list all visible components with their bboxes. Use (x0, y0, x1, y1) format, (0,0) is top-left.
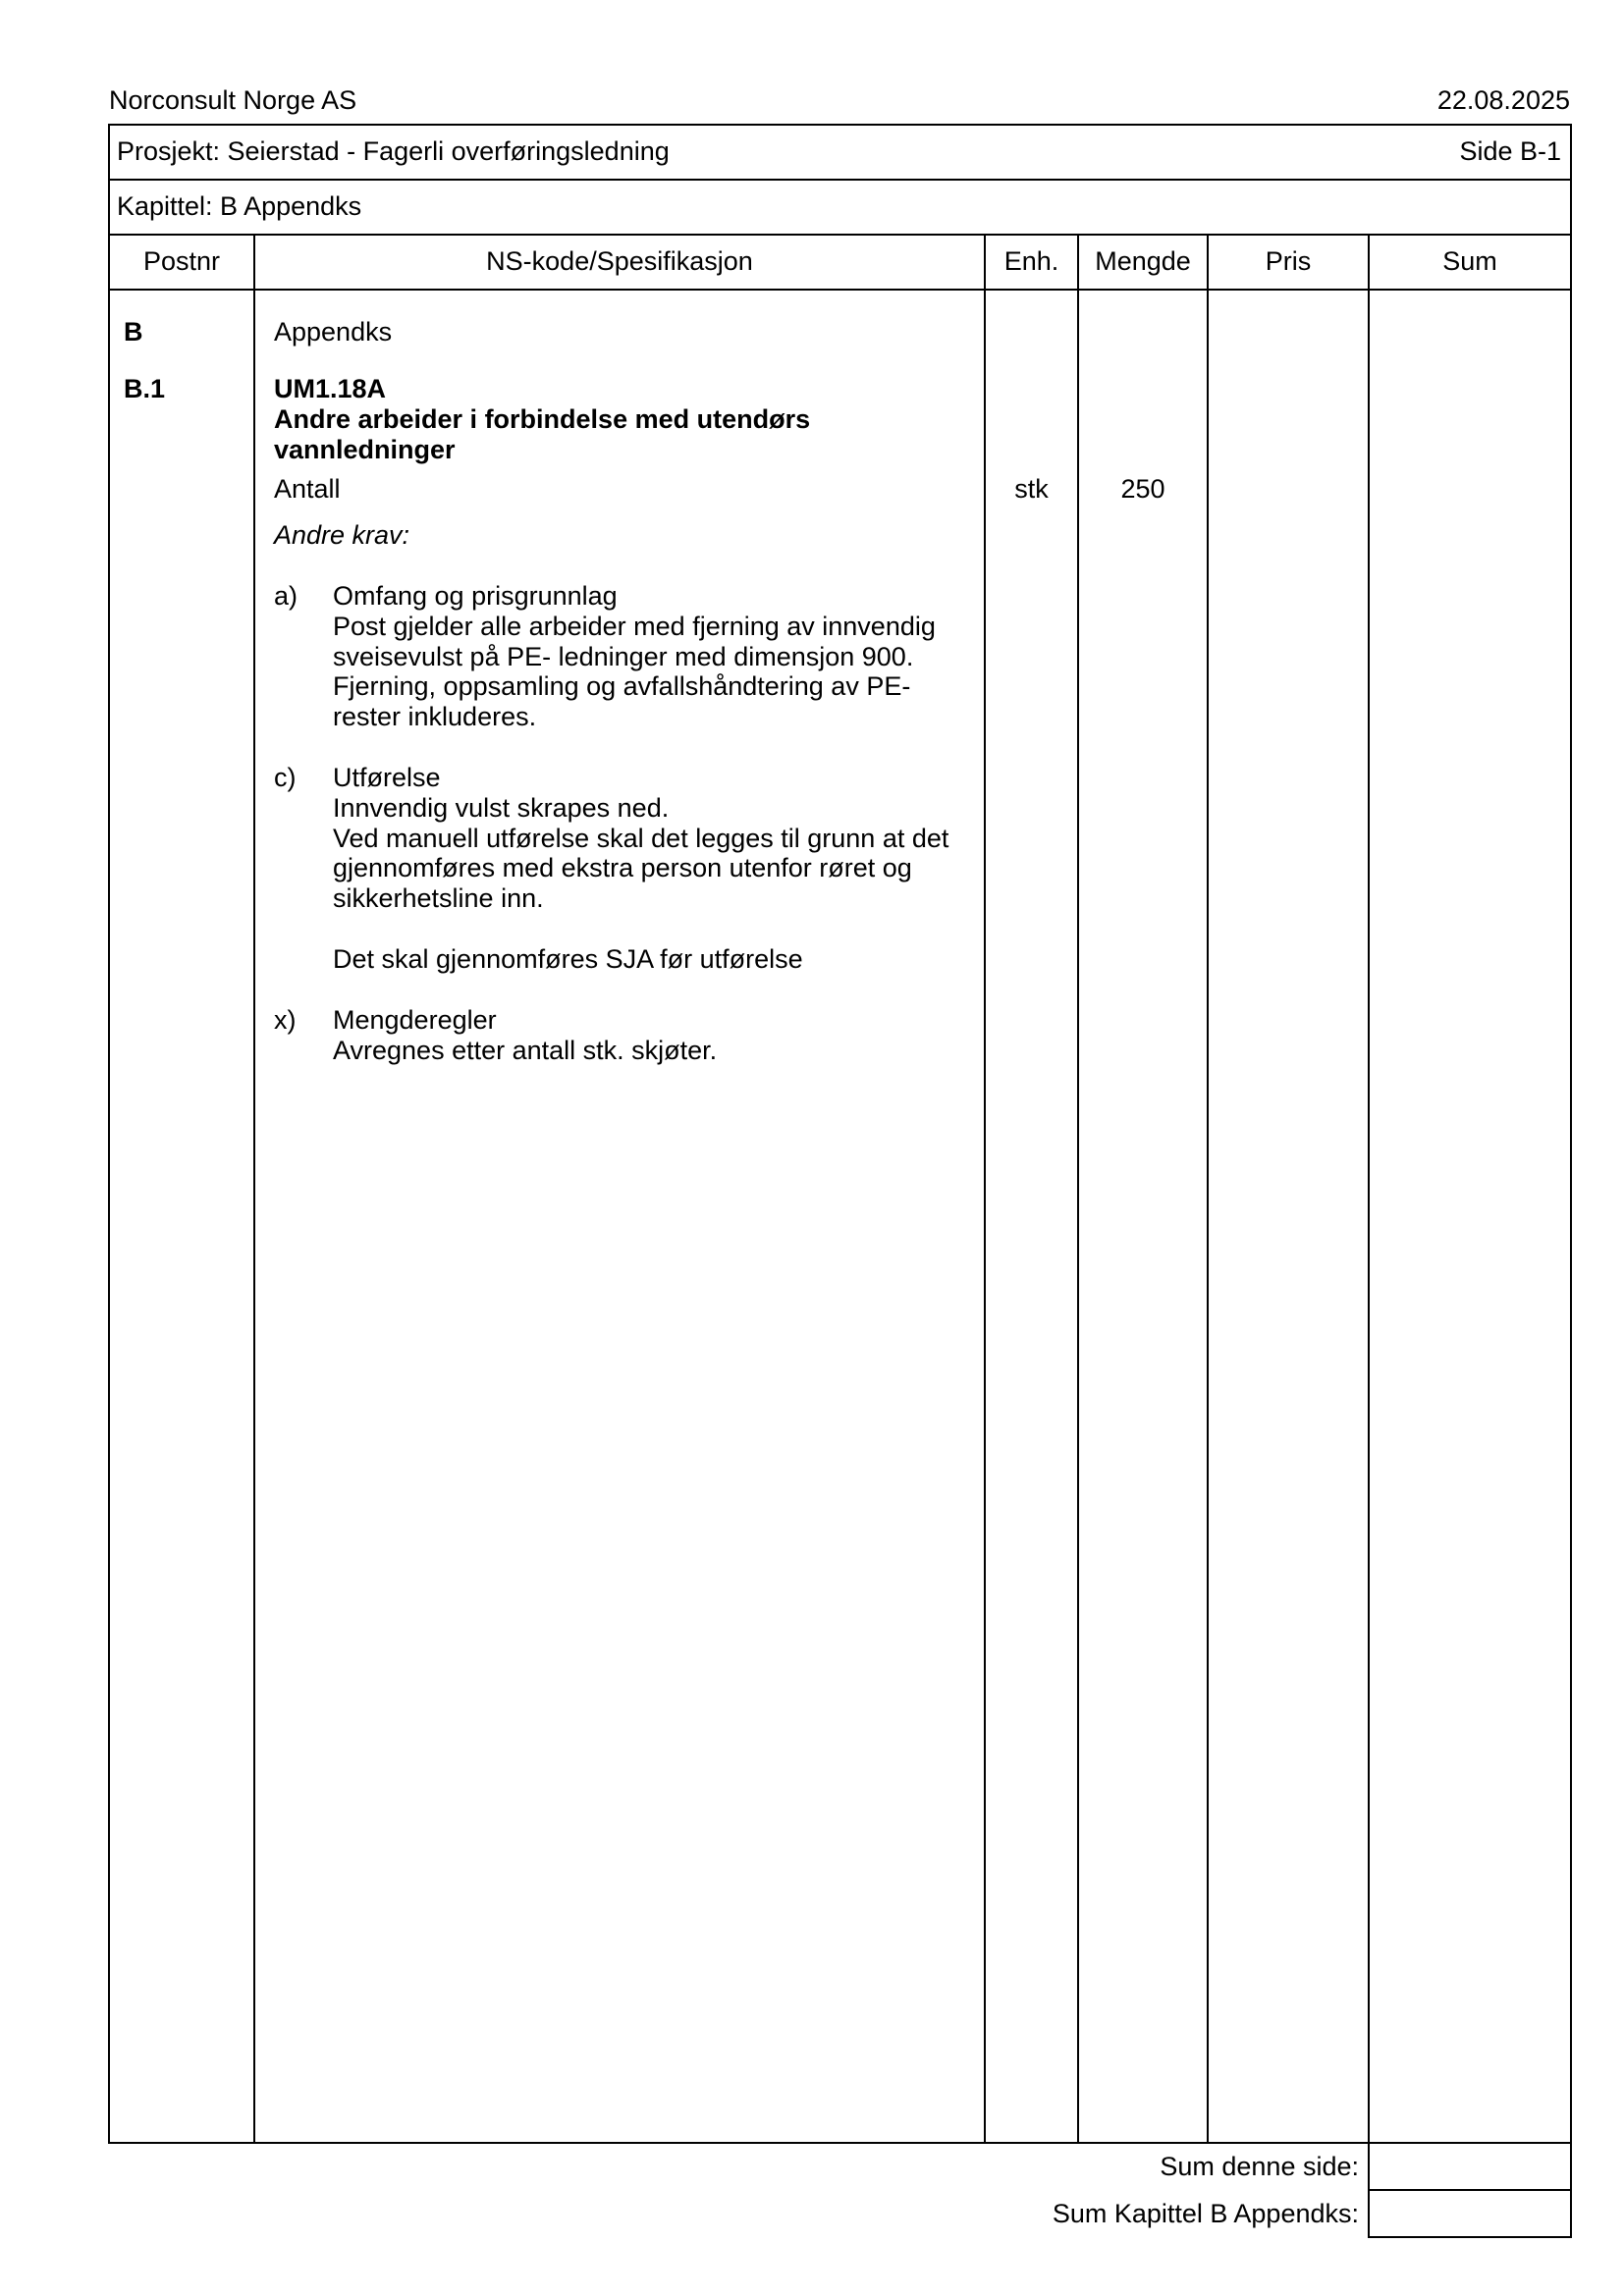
divider-project (108, 179, 1572, 181)
document-date: 22.08.2025 (1436, 85, 1570, 115)
section-code: B (124, 317, 143, 347)
requirements-label: Andre krav: (274, 520, 410, 550)
project-title: Prosjekt: Seierstad - Fagerli overføringsledning (117, 136, 670, 166)
clause-a-marker: a) (274, 581, 298, 611)
clause-c-text (333, 793, 948, 913)
column-header-qty: Mengde (1095, 246, 1191, 276)
column-header-spec: NS-kode/Spesifikasjon (486, 246, 753, 276)
clause-a-line: Post gjelder alle arbeider med fjerning av innvendig (333, 612, 936, 641)
sum-chapter-label: Sum Kapittel B Appendks: (1052, 2199, 1359, 2228)
col-divider-unit (1077, 234, 1079, 2144)
clause-a-line: Fjerning, oppsamling og avfallshåndtering av PE- (333, 671, 911, 701)
company-name: Norconsult Norge AS (109, 85, 357, 115)
sum-box-bottom (1368, 2236, 1572, 2238)
item-postnr: B.1 (124, 374, 166, 403)
clause-c-note: Det skal gjennomføres SJA før utførelse (333, 944, 803, 974)
clause-c-line: Ved manuell utførelse skal det legges til grunn at det (333, 823, 949, 853)
sum-page-label: Sum denne side: (1160, 2152, 1359, 2181)
clause-c-heading: Utførelse (333, 763, 441, 792)
divider-table-bottom (108, 2142, 1572, 2144)
sum-page-value (1370, 2144, 1569, 2188)
column-header-price: Pris (1265, 246, 1312, 276)
clause-x-line: Avregnes etter antall stk. skjøter. (333, 1036, 718, 1065)
section-title: Appendks (274, 317, 393, 347)
clause-x-marker: x) (274, 1005, 297, 1035)
frame-top (108, 124, 1572, 126)
item-title-line-1: Andre arbeider i forbindelse med utendørs (274, 404, 811, 434)
clause-x-heading: Mengderegler (333, 1005, 497, 1035)
item-title-line-2: vannledninger (274, 435, 456, 464)
clause-a-text (333, 612, 936, 731)
chapter-title: Kapittel: B Appendks (117, 191, 362, 221)
clause-a-line: rester inkluderes. (333, 701, 537, 731)
col-divider-postnr (253, 234, 255, 2144)
divider-chapter (108, 234, 1572, 236)
column-header-sum: Sum (1442, 246, 1497, 276)
clause-c-line: sikkerhetsline inn. (333, 882, 544, 913)
clause-c-line: gjennomføres med ekstra person utenfor røret og (333, 853, 912, 882)
clause-a-line: sveisevulst på PE- ledninger med dimensjon 900. (333, 641, 914, 671)
clause-a-heading: Omfang og prisgrunnlag (333, 581, 618, 611)
col-divider-spec (984, 234, 986, 2144)
clause-c-marker: c) (274, 763, 297, 792)
item-ns-code: UM1.18A (274, 374, 387, 403)
divider-column-header (108, 289, 1572, 291)
item-unit: stk (1014, 474, 1049, 504)
clause-c-line: Innvendig vulst skrapes ned. (333, 793, 670, 823)
item-measure: Antall (274, 474, 341, 504)
item-quantity: 250 (1120, 474, 1165, 504)
frame-right (1570, 124, 1572, 2238)
page-number: Side B-1 (1459, 136, 1561, 166)
col-divider-price (1368, 234, 1370, 2238)
frame-left (108, 124, 110, 2144)
col-divider-qty (1207, 234, 1209, 2144)
column-header-unit: Enh. (1003, 246, 1059, 276)
sum-chapter-value (1370, 2191, 1569, 2235)
column-header-postnr: Postnr (142, 246, 221, 276)
